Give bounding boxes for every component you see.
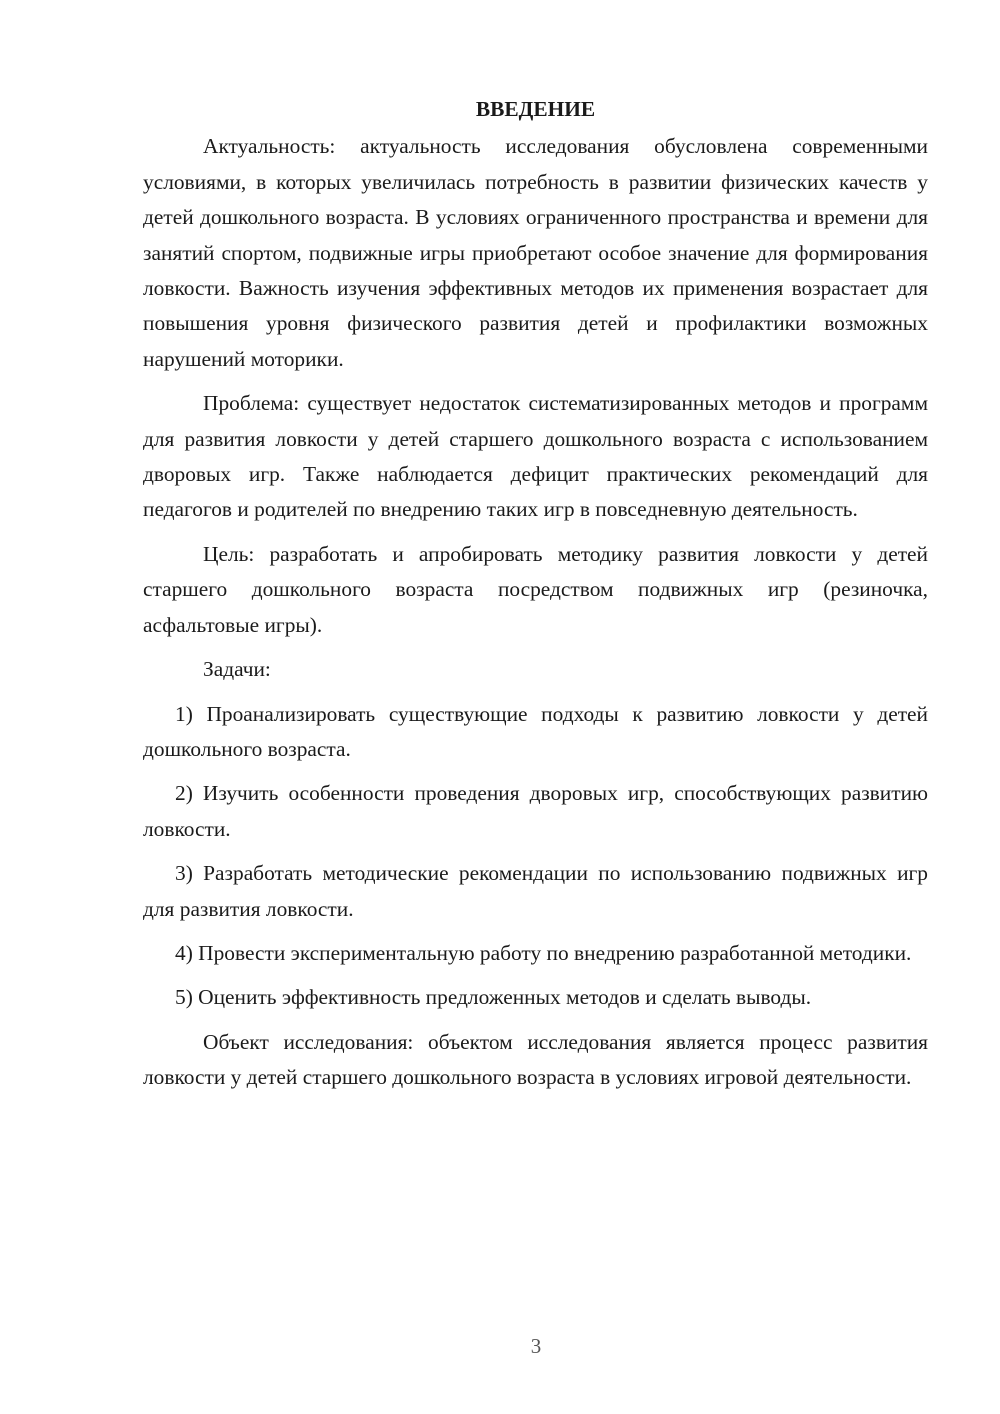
page-number: 3	[530, 1334, 542, 1358]
task-item-3: 3) Разработать методические рекомендации по использованию подвижных игр для развития ловкости.	[143, 861, 928, 921]
tasks-label: Задачи:	[203, 657, 271, 682]
task-item-5: 5) Оценить эффективность предложенных методов и сделать выводы.	[175, 985, 812, 1010]
task-item-2: 2) Изучить особенности проведения дворовых игр, способствующих развитию ловкости.	[143, 781, 928, 841]
task-item-4: 4) Провести экспериментальную работу по внедрению разработанной методики.	[175, 940, 912, 965]
task-item-1: 1) Проанализировать существующие подходы к развитию ловкости у детей дошкольного возраста.	[143, 701, 928, 761]
section-heading: ВВЕДЕНИЕ	[475, 97, 596, 121]
paragraph-problem: Проблема: существует недостаток систематизированных методов и программ для развития ловкости у детей старшего дошкольного возраста с использованием дворовых игр. Также наблюдается дефицит практических рекомендаций для педагогов и родителей по внедрению таких игр в повседневную деятельность.	[143, 391, 928, 522]
paragraph-object: Объект исследования: объектом исследования является процесс развития ловкости у детей старшего дошкольного возраста в условиях игровой деятельности.	[143, 1029, 928, 1090]
page-content	[143, 92, 928, 1105]
paragraph-relevance: Актуальность: актуальность исследования обусловлена современными условиями, в которых увеличилась потребность в развитии физических качеств у детей дошкольного возраста. В условиях ограниченного пространства и времени для занятий спортом, подвижные игры приобретают особое значение для формирования ловкости. Важность изучения эффективных методов их применения возрастает для повышения уровня физического развития детей и профилактики возможных нарушений моторики.	[143, 134, 928, 371]
paragraph-goal: Цель: разработать и апробировать методику развития ловкости у детей старшего дошкольного возраста посредством подвижных игр (резиночка, асфальтовые игры).	[143, 541, 928, 637]
